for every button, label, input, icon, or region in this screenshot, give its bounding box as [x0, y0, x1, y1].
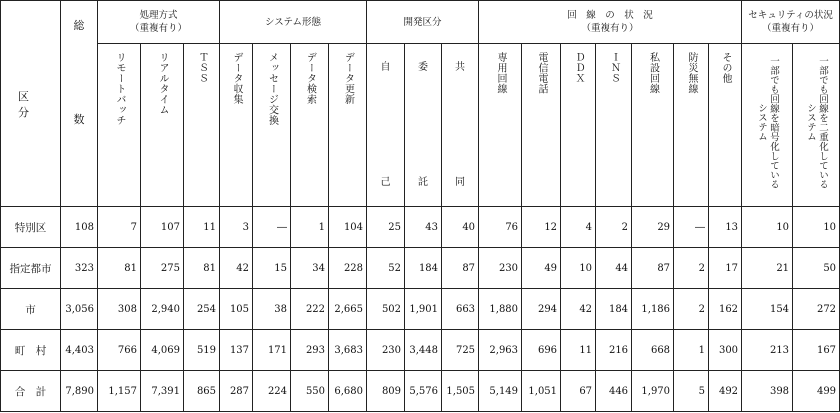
column-header — [561, 44, 596, 207]
table-cell: 228 — [329, 248, 367, 289]
group-header-processing: 処理方式 （重複有り） — [98, 1, 220, 44]
table-cell: 287 — [220, 371, 253, 412]
table-row — [1, 207, 840, 248]
table-cell: 272 — [793, 289, 840, 330]
table-cell: 446 — [596, 371, 632, 412]
column-header — [141, 44, 184, 207]
table-cell: 230 — [367, 330, 405, 371]
row-label: 市 — [1, 289, 61, 330]
column-header-label: ＴＳＳ — [196, 52, 208, 84]
column-header — [479, 44, 522, 207]
table-cell: 4 — [561, 207, 596, 248]
table-cell: 1,051 — [522, 371, 561, 412]
table-cell: 1 — [674, 330, 709, 371]
column-header — [793, 44, 840, 207]
table-cell: 104 — [329, 207, 367, 248]
table-row — [1, 371, 840, 412]
group-header-lines: 回 線 の 状 況 （重複有り） — [479, 1, 742, 44]
table-cell: 294 — [522, 289, 561, 330]
table-cell: 7 — [98, 207, 141, 248]
table-cell: 167 — [793, 330, 840, 371]
table-cell: 696 — [522, 330, 561, 371]
table-cell: 107 — [141, 207, 184, 248]
column-header — [220, 44, 253, 207]
column-header-label: 電信電話 — [536, 52, 548, 94]
table-cell: 11 — [561, 330, 596, 371]
table-cell: 300 — [709, 330, 742, 371]
column-header-label: データ検索 — [304, 52, 316, 105]
column-header-label: データ収集 — [231, 52, 243, 105]
table-cell: 87 — [442, 248, 479, 289]
table-cell: 34 — [291, 248, 329, 289]
table-cell: 550 — [291, 371, 329, 412]
group-header-security: セキュリティの状況 （重複有り） — [742, 1, 840, 44]
table-cell: 2 — [674, 289, 709, 330]
table-cell: 6,680 — [329, 371, 367, 412]
row-label: 特別区 — [1, 207, 61, 248]
table-cell: 230 — [479, 248, 522, 289]
table-cell: 5,576 — [405, 371, 442, 412]
column-header-label: その他 — [720, 52, 732, 84]
column-header-label: リモートバッチ — [114, 52, 125, 126]
table-cell: 5 — [674, 371, 709, 412]
table-cell: 2,940 — [141, 289, 184, 330]
column-header — [98, 44, 141, 207]
table-cell: 492 — [709, 371, 742, 412]
table-row — [1, 330, 840, 371]
table-cell: 499 — [793, 371, 840, 412]
table-cell: 2,665 — [329, 289, 367, 330]
table-cell: 12 — [522, 207, 561, 248]
column-header-top-char: 自 — [380, 62, 391, 73]
table-cell: 42 — [561, 289, 596, 330]
table-cell: 154 — [742, 289, 793, 330]
row-label: 指定都市 — [1, 248, 61, 289]
table-cell: 44 — [596, 248, 632, 289]
column-header — [522, 44, 561, 207]
table-cell: 2 — [674, 248, 709, 289]
column-header-label: リアルタイム — [157, 52, 168, 115]
table-cell: 67 — [561, 371, 596, 412]
column-header — [405, 44, 442, 207]
table-cell: 2 — [596, 207, 632, 248]
table-cell: 3,683 — [329, 330, 367, 371]
column-header — [632, 44, 674, 207]
table-cell: 40 — [442, 207, 479, 248]
table-cell: 222 — [291, 289, 329, 330]
table-cell: 766 — [98, 330, 141, 371]
column-header — [329, 44, 367, 207]
column-header-bottom-char: 己 — [380, 177, 391, 188]
table-cell: 1,970 — [632, 371, 674, 412]
table-cell: 1,157 — [98, 371, 141, 412]
table-cell: 224 — [253, 371, 291, 412]
column-header-label: 専用回線 — [495, 52, 507, 94]
table-cell: 76 — [479, 207, 522, 248]
column-header — [709, 44, 742, 207]
table-cell: 15 — [253, 248, 291, 289]
table-cell: 213 — [742, 330, 793, 371]
table-cell: 809 — [367, 371, 405, 412]
table-cell: 5,149 — [479, 371, 522, 412]
row-total: 4,403 — [61, 330, 98, 371]
table-cell: 668 — [632, 330, 674, 371]
total-header: 総 数 — [61, 1, 98, 207]
table-cell: 519 — [184, 330, 220, 371]
table-cell: 43 — [405, 207, 442, 248]
table-cell: 38 — [253, 289, 291, 330]
table-cell: 171 — [253, 330, 291, 371]
column-header — [742, 44, 793, 207]
column-header — [184, 44, 220, 207]
table-cell: 293 — [291, 330, 329, 371]
column-header-top-char: 委 — [418, 62, 429, 73]
row-total: 323 — [61, 248, 98, 289]
table-cell: 1 — [291, 207, 329, 248]
table-cell: 10 — [742, 207, 793, 248]
column-header-label: 一部でも回線を暗号化しているシステム — [756, 55, 780, 189]
row-header-label: 区 分 — [1, 1, 61, 207]
table-cell: ― — [674, 207, 709, 248]
table-cell: 7,391 — [141, 371, 184, 412]
table-cell: 216 — [596, 330, 632, 371]
table-cell: 184 — [596, 289, 632, 330]
column-header — [291, 44, 329, 207]
column-header — [674, 44, 709, 207]
row-label: 町 村 — [1, 330, 61, 371]
table-cell: 4,069 — [141, 330, 184, 371]
table-row — [1, 289, 840, 330]
column-header-label: データ更新 — [342, 52, 354, 105]
table-cell: 10 — [561, 248, 596, 289]
table-cell: 308 — [98, 289, 141, 330]
column-header — [442, 44, 479, 207]
table-cell: 162 — [709, 289, 742, 330]
group-header-system-type: システム形態 — [220, 1, 367, 44]
row-label: 合 計 — [1, 371, 61, 412]
column-header-label: メッセージ交換 — [266, 52, 278, 126]
column-header — [367, 44, 405, 207]
table-cell: 137 — [220, 330, 253, 371]
table-cell: 725 — [442, 330, 479, 371]
column-header — [253, 44, 291, 207]
table-cell: 81 — [184, 248, 220, 289]
table-cell: 25 — [367, 207, 405, 248]
table-cell: 42 — [220, 248, 253, 289]
column-header-top-char: 共 — [455, 62, 466, 73]
column-header-label: 一部でも回線を二重化しているシステム — [805, 55, 829, 189]
column-header-bottom-char: 同 — [455, 177, 466, 188]
table-cell: 81 — [98, 248, 141, 289]
table-cell: 398 — [742, 371, 793, 412]
table-row — [1, 248, 840, 289]
row-total: 3,056 — [61, 289, 98, 330]
table-cell: 663 — [442, 289, 479, 330]
table-cell: 3,448 — [405, 330, 442, 371]
table-cell: 10 — [793, 207, 840, 248]
table-cell: 52 — [367, 248, 405, 289]
table-cell: 1,186 — [632, 289, 674, 330]
column-header-label: 私設回線 — [647, 52, 659, 94]
column-header-bottom-char: 託 — [418, 177, 429, 188]
table-cell: 2,963 — [479, 330, 522, 371]
table-cell: 275 — [141, 248, 184, 289]
column-header-label: ＤＤＸ — [573, 52, 585, 84]
table-cell: 11 — [184, 207, 220, 248]
table-cell: 29 — [632, 207, 674, 248]
table-cell: ― — [253, 207, 291, 248]
table-cell: 254 — [184, 289, 220, 330]
table-cell: 17 — [709, 248, 742, 289]
table-cell: 87 — [632, 248, 674, 289]
table-cell: 1,880 — [479, 289, 522, 330]
table-cell: 50 — [793, 248, 840, 289]
column-header-label: ＩＮＳ — [608, 52, 620, 84]
group-header-development: 開発区分 — [367, 1, 479, 44]
table-cell: 184 — [405, 248, 442, 289]
table-cell: 865 — [184, 371, 220, 412]
table-cell: 1,505 — [442, 371, 479, 412]
column-header — [596, 44, 632, 207]
row-total: 108 — [61, 207, 98, 248]
table-cell: 21 — [742, 248, 793, 289]
table-cell: 1,901 — [405, 289, 442, 330]
table-cell: 3 — [220, 207, 253, 248]
table-cell: 502 — [367, 289, 405, 330]
row-total: 7,890 — [61, 371, 98, 412]
column-header-label: 防災無線 — [686, 52, 698, 94]
table-cell: 49 — [522, 248, 561, 289]
table-cell: 13 — [709, 207, 742, 248]
table-cell: 105 — [220, 289, 253, 330]
